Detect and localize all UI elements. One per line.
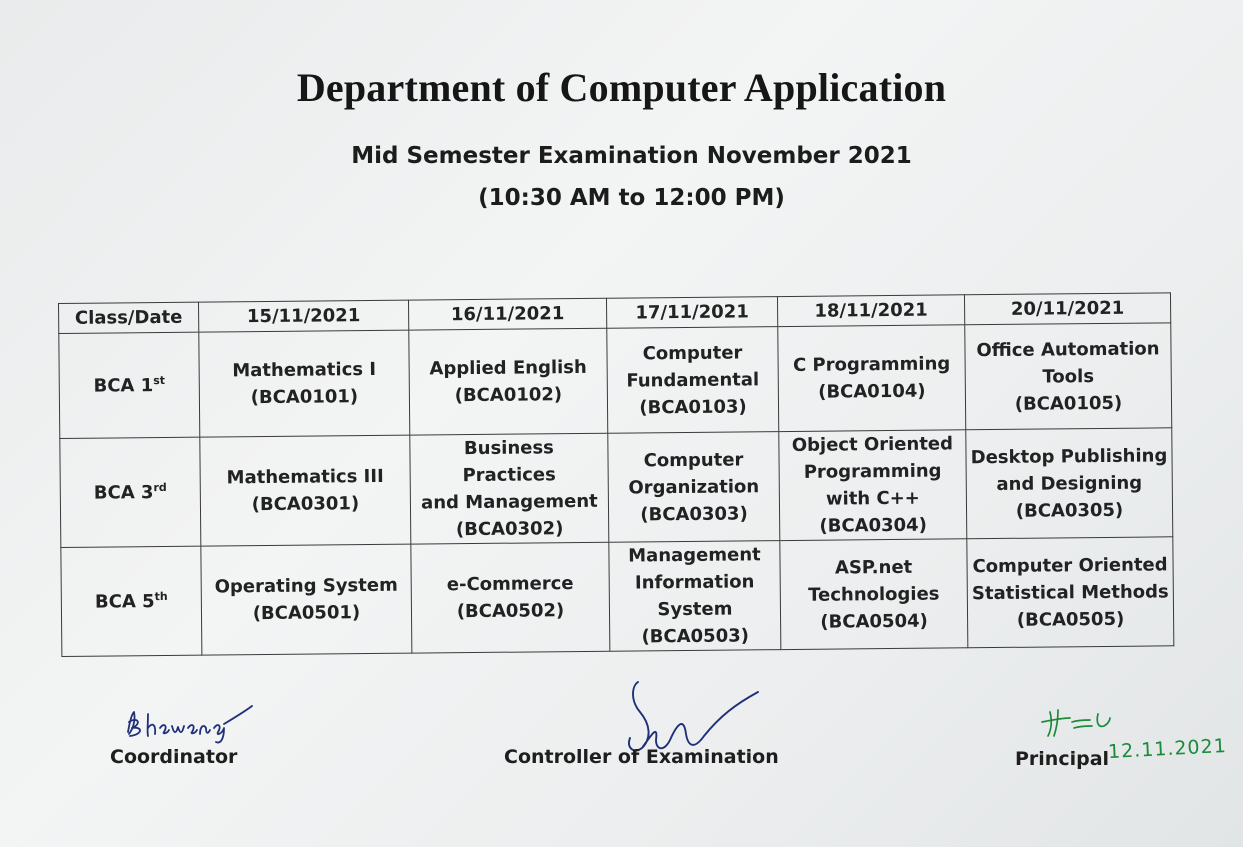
subject-cell: Business Practices and Management (BCA0302) <box>410 433 609 544</box>
coordinator-signature <box>120 694 260 744</box>
date-header: 18/11/2021 <box>777 295 964 327</box>
subject-cell: C Programming (BCA0104) <box>778 325 966 432</box>
exam-subtitle: Mid Semester Examination November 2021 <box>351 143 912 169</box>
subject-cell: Desktop Publishing and Designing (BCA0305) <box>966 428 1173 539</box>
class-name: BCA 5 <box>94 590 155 613</box>
date-header: 17/11/2021 <box>606 297 777 329</box>
subject-cell: ASP.net Technologies (BCA0504) <box>780 539 968 650</box>
table-row <box>59 323 1172 439</box>
subject-cell: Computer Fundamental (BCA0103) <box>607 327 779 434</box>
exam-schedule-table <box>58 292 1174 657</box>
corner-header: Class/Date <box>59 302 199 333</box>
subject-cell: Mathematics III (BCA0301) <box>200 435 411 546</box>
subject-cell: Mathematics I (BCA0101) <box>199 330 410 437</box>
class-label <box>60 437 201 547</box>
subject-cell: Applied English (BCA0102) <box>409 328 608 435</box>
class-label <box>59 332 200 438</box>
table-row <box>61 537 1174 657</box>
principal-date-note: 12.11.2021 <box>1107 734 1228 764</box>
class-ordinal-suffix: th <box>154 589 168 603</box>
subject-cell: Management Information System (BCA0503) <box>609 541 781 652</box>
class-ordinal-suffix: rd <box>153 480 167 494</box>
subject-cell: Computer Organization (BCA0303) <box>608 432 780 543</box>
class-name: BCA 1 <box>93 374 154 397</box>
principal-label: Principal <box>1015 748 1110 770</box>
principal-signature <box>1036 706 1116 742</box>
page-title: Department of Computer Application <box>296 65 947 110</box>
table-row <box>60 428 1173 548</box>
subject-cell: Operating System (BCA0501) <box>201 544 412 655</box>
subject-cell: Office Automation Tools (BCA0105) <box>965 323 1172 430</box>
date-header: 20/11/2021 <box>964 293 1170 325</box>
date-header: 15/11/2021 <box>198 300 408 332</box>
subject-cell: e-Commerce (BCA0502) <box>411 542 610 653</box>
class-ordinal-suffix: st <box>153 373 166 387</box>
coordinator-label: Coordinator <box>110 746 238 768</box>
subject-cell: Object Oriented Programming with C++ (BCA0304) <box>779 430 967 541</box>
class-name: BCA 3 <box>93 481 154 504</box>
exam-time: (10:30 AM to 12:00 PM) <box>478 185 785 211</box>
subject-cell: Computer Oriented Statistical Methods (BCA0505) <box>967 537 1174 648</box>
controller-label: Controller of Examination <box>504 746 779 768</box>
class-label <box>61 546 202 656</box>
date-header: 16/11/2021 <box>408 298 606 330</box>
